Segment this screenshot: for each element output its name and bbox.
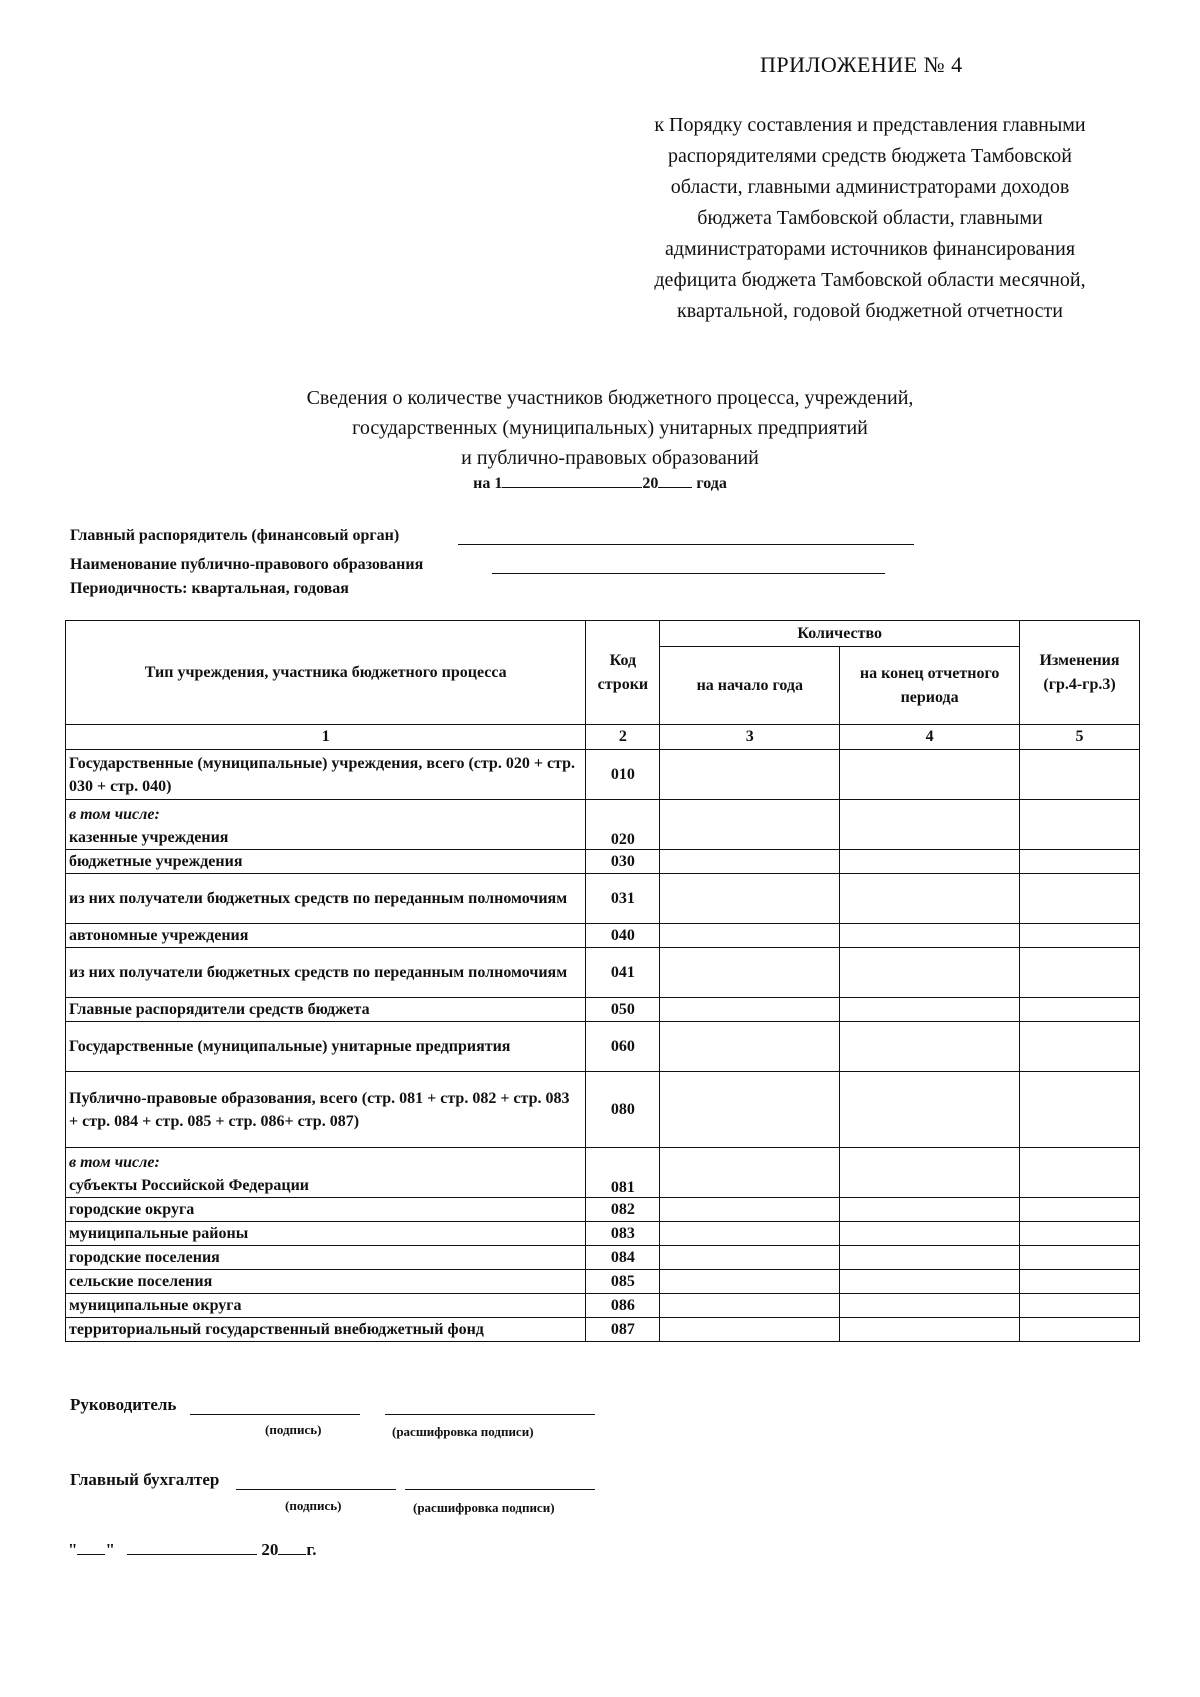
appendix-subtitle-line: дефицита бюджета Тамбовской области месячной, — [654, 269, 1086, 291]
row-label: субъекты Российской Федерации — [69, 1177, 310, 1194]
table-row — [66, 800, 1140, 850]
cell-changes[interactable] — [1020, 1222, 1140, 1246]
appendix-subtitle-line: квартальной, годовой бюджетной отчетности — [677, 300, 1063, 322]
row-code: 083 — [586, 1222, 660, 1246]
cell-end[interactable] — [840, 948, 1020, 998]
chief-manager-field[interactable] — [458, 544, 914, 545]
cell-start[interactable] — [660, 1072, 840, 1148]
sign-date-year: 20 — [261, 1540, 279, 1559]
cell-start[interactable] — [660, 1294, 840, 1318]
header-code: Код строки — [586, 621, 660, 725]
appendix-subtitle-line: области, главными администраторами доходов — [670, 176, 1070, 198]
cell-changes[interactable] — [1020, 1072, 1140, 1148]
col-number: 4 — [840, 725, 1020, 750]
cell-start[interactable] — [660, 998, 840, 1022]
cell-start[interactable] — [660, 1246, 840, 1270]
date-year-blank[interactable] — [658, 473, 692, 488]
row-label-cell — [66, 800, 586, 850]
date-year-field[interactable] — [278, 1540, 306, 1555]
cell-changes[interactable] — [1020, 850, 1140, 874]
appendix-subtitle-line: администраторами источников финансирования — [664, 238, 1076, 260]
row-label: Публично-правовые образования, всего (стр. 081 + стр. 082 + стр. 083 + стр. 084 + стр. 085 + стр. 086+ стр. 087) — [66, 1072, 586, 1148]
cell-start[interactable] — [660, 750, 840, 800]
document-date — [0, 473, 1200, 493]
cell-changes[interactable] — [1020, 924, 1140, 948]
row-code: 030 — [586, 850, 660, 874]
cell-end[interactable] — [840, 1022, 1020, 1072]
cell-end[interactable] — [840, 1222, 1020, 1246]
table-row — [66, 1022, 1140, 1072]
table-row — [66, 1294, 1140, 1318]
table-row — [66, 948, 1140, 998]
table-row — [66, 850, 1140, 874]
date-suffix: года — [696, 475, 727, 492]
row-code: 084 — [586, 1246, 660, 1270]
cell-changes[interactable] — [1020, 1318, 1140, 1342]
row-label: муниципальные округа — [66, 1294, 586, 1318]
entity-name-label: Наименование публично-правового образования — [70, 556, 424, 573]
cell-end[interactable] — [840, 874, 1020, 924]
head-signature-field[interactable] — [190, 1414, 360, 1415]
accountant-decoding-field[interactable] — [405, 1489, 595, 1490]
row-label: сельские поселения — [66, 1270, 586, 1294]
cell-changes[interactable] — [1020, 874, 1140, 924]
table-row — [66, 1246, 1140, 1270]
cell-start[interactable] — [660, 1318, 840, 1342]
head-decoding-field[interactable] — [385, 1414, 595, 1415]
row-code: 085 — [586, 1270, 660, 1294]
cell-start[interactable] — [660, 924, 840, 948]
cell-start[interactable] — [660, 1198, 840, 1222]
report-table — [65, 620, 1140, 1342]
row-code: 087 — [586, 1318, 660, 1342]
chief-manager-label: Главный распорядитель (финансовый орган) — [70, 527, 400, 544]
row-code: 086 — [586, 1294, 660, 1318]
row-code: 040 — [586, 924, 660, 948]
sign-date-suffix: г. — [306, 1540, 317, 1559]
cell-changes[interactable] — [1020, 1198, 1140, 1222]
col-number: 2 — [586, 725, 660, 750]
date-quote-close: " — [105, 1540, 115, 1559]
col-number: 5 — [1020, 725, 1140, 750]
cell-end[interactable] — [840, 998, 1020, 1022]
row-label: Государственные (муниципальные) учреждения, всего (стр. 020 + стр. 030 + стр. 040) — [66, 750, 586, 800]
row-label-cell — [66, 1148, 586, 1198]
date-year: 20 — [642, 475, 659, 492]
cell-start[interactable] — [660, 800, 840, 850]
appendix-subtitle-line: распорядителями средств бюджета Тамбовской — [667, 145, 1073, 167]
cell-start[interactable] — [660, 1222, 840, 1246]
col-number: 3 — [660, 725, 840, 750]
cell-changes[interactable] — [1020, 1148, 1140, 1198]
row-label: городские округа — [66, 1198, 586, 1222]
table-row — [66, 1270, 1140, 1294]
row-note: в том числе: — [69, 1154, 160, 1171]
head-label: Руководитель — [70, 1395, 177, 1414]
cell-end[interactable] — [840, 1318, 1020, 1342]
cell-end[interactable] — [840, 750, 1020, 800]
appendix-subtitle — [590, 110, 1150, 327]
row-label: из них получатели бюджетных средств по переданным полномочиям — [66, 948, 586, 998]
row-label: Главные распорядители средств бюджета — [66, 998, 586, 1022]
date-month-field[interactable] — [127, 1540, 257, 1555]
cell-end[interactable] — [840, 1270, 1020, 1294]
row-label: муниципальные районы — [66, 1222, 586, 1246]
table-row — [66, 874, 1140, 924]
cell-changes[interactable] — [1020, 1270, 1140, 1294]
accountant-signature-field[interactable] — [236, 1489, 396, 1490]
row-code: 020 — [586, 800, 660, 850]
document-title-line: государственных (муниципальных) унитарных предприятий — [352, 417, 868, 439]
cell-end[interactable] — [840, 850, 1020, 874]
cell-changes[interactable] — [1020, 800, 1140, 850]
row-code: 010 — [586, 750, 660, 800]
row-code: 080 — [586, 1072, 660, 1148]
row-code: 060 — [586, 1022, 660, 1072]
row-code: 041 — [586, 948, 660, 998]
head-signature-caption: (подпись) — [265, 1422, 322, 1437]
table-row — [66, 1222, 1140, 1246]
cell-end[interactable] — [840, 800, 1020, 850]
appendix-subtitle-line: бюджета Тамбовской области, главными — [697, 207, 1043, 229]
cell-changes[interactable] — [1020, 948, 1140, 998]
row-label: Государственные (муниципальные) унитарные предприятия — [66, 1022, 586, 1072]
cell-end[interactable] — [840, 1148, 1020, 1198]
cell-end[interactable] — [840, 1246, 1020, 1270]
sign-date — [68, 1540, 316, 1560]
row-note: в том числе: — [69, 806, 160, 823]
table-row — [66, 924, 1140, 948]
row-label: казенные учреждения — [69, 829, 229, 846]
table-row — [66, 998, 1140, 1022]
date-day-field[interactable] — [77, 1540, 105, 1555]
cell-end[interactable] — [840, 924, 1020, 948]
cell-start[interactable] — [660, 1148, 840, 1198]
head-decoding-caption: (расшифровка подписи) — [392, 1424, 534, 1439]
cell-end[interactable] — [840, 1198, 1020, 1222]
header-end: на конец отчетного периода — [840, 647, 1020, 725]
date-quote-open: " — [68, 1540, 78, 1559]
date-day-blank[interactable] — [502, 473, 642, 488]
row-label: из них получатели бюджетных средств по переданным полномочиям — [66, 874, 586, 924]
table-row — [66, 1318, 1140, 1342]
table-row — [66, 750, 1140, 800]
row-label: городские поселения — [66, 1246, 586, 1270]
row-code: 082 — [586, 1198, 660, 1222]
row-label: автономные учреждения — [66, 924, 586, 948]
cell-changes[interactable] — [1020, 998, 1140, 1022]
header-changes: Изменения (гр.4-гр.3) — [1020, 621, 1140, 725]
table-row — [66, 1072, 1140, 1148]
document-title-line: Сведения о количестве участников бюджетного процесса, учреждений, — [306, 387, 914, 409]
header-start: на начало года — [660, 647, 840, 725]
cell-changes[interactable] — [1020, 1246, 1140, 1270]
cell-end[interactable] — [840, 1072, 1020, 1148]
row-code: 081 — [586, 1148, 660, 1198]
cell-changes[interactable] — [1020, 750, 1140, 800]
cell-start[interactable] — [660, 1022, 840, 1072]
periodicity-label: Периодичность: квартальная, годовая — [70, 580, 349, 597]
cell-changes[interactable] — [1020, 1022, 1140, 1072]
row-label: бюджетные учреждения — [66, 850, 586, 874]
table-row — [66, 1148, 1140, 1198]
cell-changes[interactable] — [1020, 1294, 1140, 1318]
accountant-label: Главный бухгалтер — [70, 1470, 220, 1489]
row-code: 031 — [586, 874, 660, 924]
col-number: 1 — [66, 725, 586, 750]
cell-start[interactable] — [660, 948, 840, 998]
cell-start[interactable] — [660, 874, 840, 924]
row-code: 050 — [586, 998, 660, 1022]
entity-name-field[interactable] — [492, 573, 885, 574]
document-title-line: и публично-правовых образований — [461, 447, 759, 469]
cell-end[interactable] — [840, 1294, 1020, 1318]
accountant-signature-caption: (подпись) — [285, 1498, 342, 1513]
cell-start[interactable] — [660, 850, 840, 874]
row-label: территориальный государственный внебюджетный фонд — [66, 1318, 586, 1342]
appendix-title: ПРИЛОЖЕНИЕ № 4 — [760, 52, 963, 77]
appendix-subtitle-line: к Порядку составления и представления главными — [654, 114, 1086, 136]
header-type: Тип учреждения, участника бюджетного процесса — [66, 621, 586, 725]
header-quantity: Количество — [660, 621, 1020, 647]
date-prefix: на 1 — [473, 475, 503, 492]
cell-start[interactable] — [660, 1270, 840, 1294]
document-title — [180, 383, 1040, 473]
accountant-decoding-caption: (расшифровка подписи) — [413, 1500, 555, 1515]
table-row — [66, 1198, 1140, 1222]
